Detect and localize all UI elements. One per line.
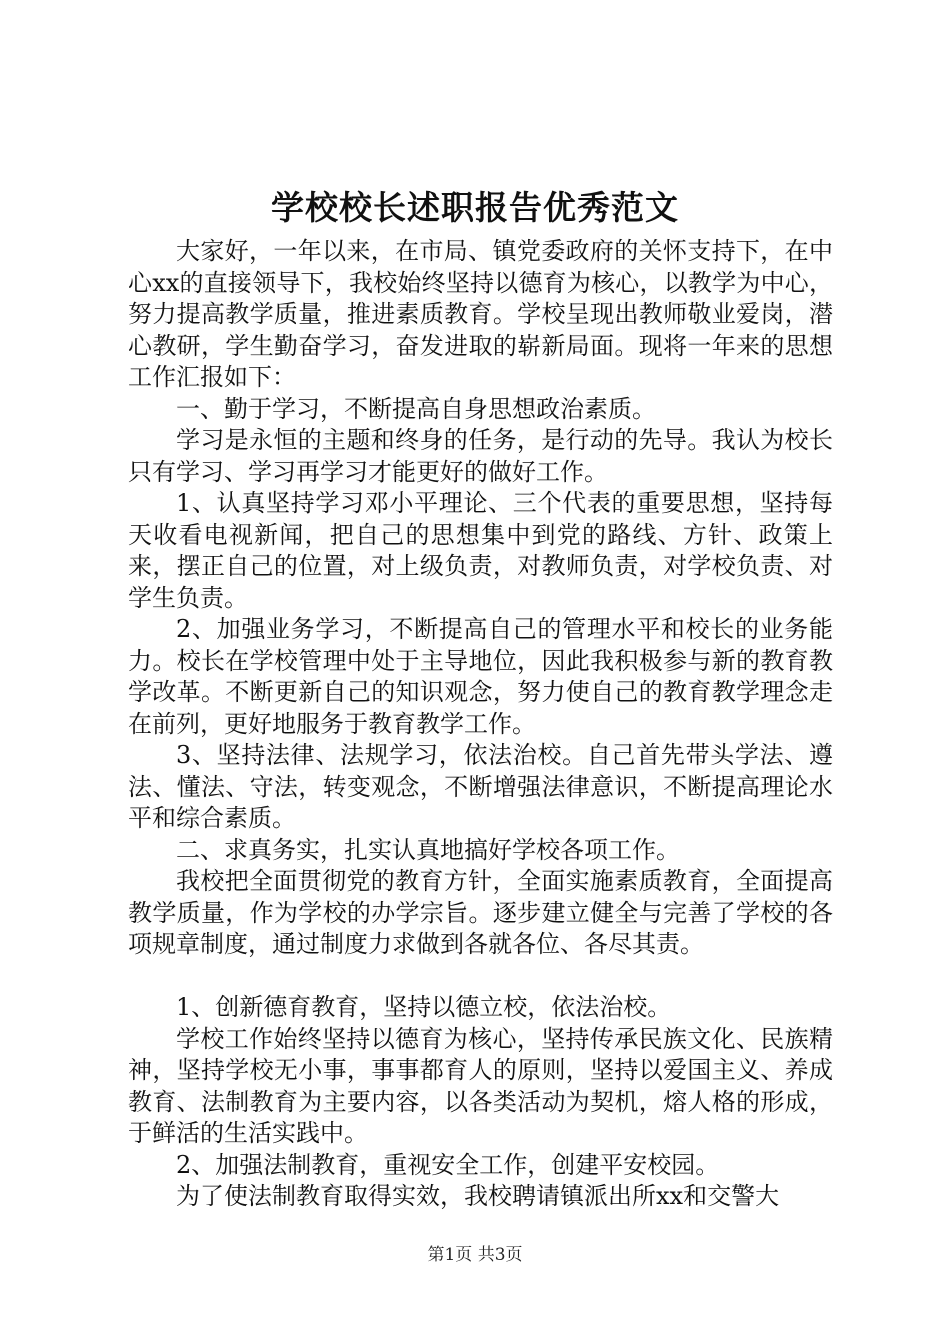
paragraph-item-2: 2、加强业务学习，不断提高自己的管理水平和校长的业务能力。校长在学校管理中处于主导地位，因此我积极参与新的教育教学改革。不断更新自己的知识观念，努力使自己的教育教学理念走在前列，更好地服务于教育教学工作。 (128, 615, 833, 738)
document-title: 学校校长述职报告优秀范文 (271, 188, 679, 227)
paragraph: 学习是永恒的主题和终身的任务，是行动的先导。我认为校长只有学习、学习再学习才能更好的做好工作。 (128, 426, 833, 486)
paragraph: 为了使法制教育取得实效，我校聘请镇派出所xx和交警大 (176, 1182, 780, 1210)
paragraph: 我校把全面贯彻党的教育方针，全面实施素质教育，全面提高教学质量，作为学校的办学宗旨。逐步建立健全与完善了学校的各项规章制度，通过制度力求做到各就各位、各尽其责。 (128, 867, 833, 958)
paragraph-heading-1: 一、勤于学习，不断提高自身思想政治素质。 (176, 394, 656, 423)
paragraph-item-1: 1、认真坚持学习邓小平理论、三个代表的重要思想，坚持每天收看电视新闻，把自己的思想集中到党的路线、方针、政策上来，摆正自己的位置，对上级负责，对教师负责，对学校负责、对学生负责。 (128, 489, 833, 612)
paragraph: 学校工作始终坚持以德育为核心，坚持传承民族文化、民族精神，坚持学校无小事，事事都育人的原则，坚持以爱国主义、养成教育、法制教育为主要内容，以各类活动为契机，熔人格的形成，于鲜活的生活实践中。 (128, 1024, 833, 1147)
page-footer: 第1页 共3页 (427, 1245, 523, 1265)
paragraph-heading-2: 二、求真务实，扎实认真地搞好学校各项工作。 (176, 835, 680, 864)
paragraph-item-2: 2、加强法制教育，重视安全工作，创建平安校园。 (176, 1150, 720, 1179)
paragraph-item-3: 3、坚持法律、法规学习，依法治校。自己首先带头学法、遵法、懂法、守法，转变观念，不断增强法律意识，不断提高理论水平和综合素质。 (128, 741, 833, 832)
paragraph-item-1: 1、创新德育教育，坚持以德立校，依法治校。 (176, 993, 672, 1021)
paragraph-intro: 大家好，一年以来，在市局、镇党委政府的关怀支持下，在中心xx的直接领导下，我校始终坚持以德育为核心，以教学为中心，努力提高教学质量，推进素质教育。学校呈现出教师敬业爱岗，潜心教研，学生勤奋学习，奋发进取的崭新局面。现将一年来的思想工作汇报如下： (128, 237, 833, 391)
document-body (128, 236, 833, 1213)
